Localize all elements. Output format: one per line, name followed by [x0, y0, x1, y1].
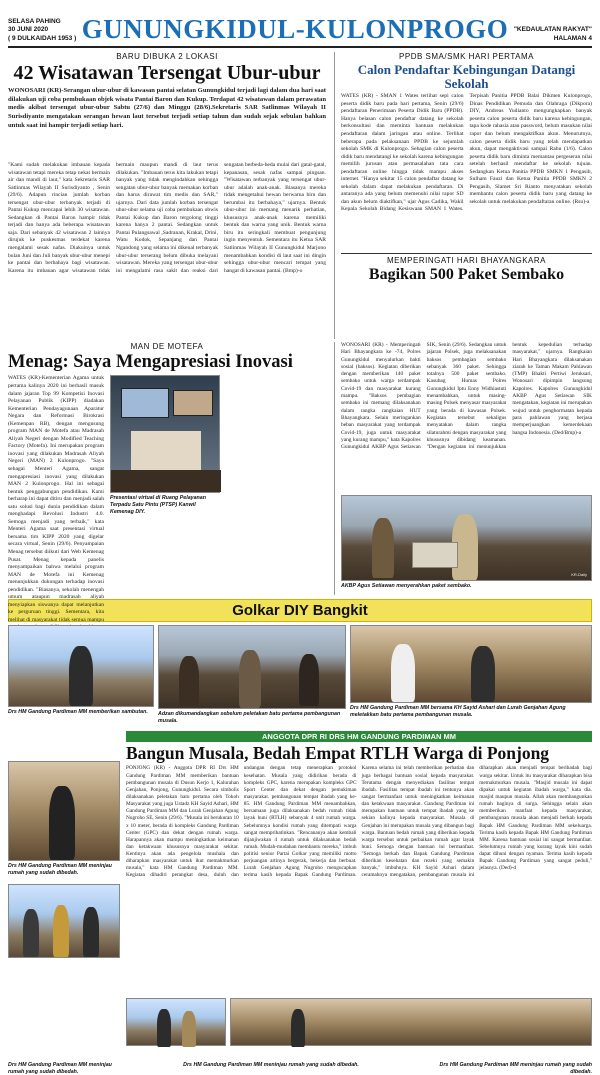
golkar-banner: Golkar DIY Bangkit	[8, 599, 592, 622]
article-sembako	[334, 342, 592, 595]
photo-caption: Presentasi virtual di Ruang Pelayanan Terpadu Satu Pintu (PTSP) Kanwil Kemenag DIY.	[110, 495, 206, 515]
article-body-right	[226, 375, 326, 595]
bottom-captions	[8, 1062, 592, 1075]
caption: Adzan dikumandangkan sebelum peletakan batu pertama pembangunan musala.	[158, 711, 341, 724]
date-line-1: SELASA PAHING	[8, 17, 61, 25]
article-jellyfish	[8, 52, 326, 339]
green-subbar: ANGGOTA DPR RI DRS HM GANDUNG PARDIMAN MM	[126, 731, 592, 742]
golkar-article	[8, 731, 592, 1061]
kicker: BARU DIBUKA 2 LOKASI	[116, 52, 218, 61]
caption: Drs HM Gandung Pardiman MM meninjau rumah yang sudah dibedah.	[439, 1062, 592, 1075]
photo-house-4	[230, 998, 592, 1046]
caption: Drs HM Gandung Pardiman MM memberikan sambutan.	[8, 709, 148, 715]
headline: Bangun Musala, Bedah Empat RTLH Warga di Ponjong	[126, 743, 550, 763]
photo-first-stone	[350, 625, 592, 703]
caption: Drs HM Gandung Pardiman MM meninjau rumah yang sudah dibedah.	[183, 1062, 359, 1068]
page-title: GUNUNGKIDUL-KULONPROGO	[81, 14, 509, 44]
photo-house-2	[8, 884, 120, 958]
kicker: MEMPERINGATI HARI BHAYANGKARA	[387, 256, 546, 266]
masthead	[8, 6, 592, 48]
page-number: HALAMAN 4	[553, 34, 592, 42]
article-body: WATES (KR)-Kementerian Agama untuk pertama kalinya 2020 ini berhasil masuk dalam jajaran Top 99 Kompetisi Inovasi Pelayanan Publik (KIPP) diadakan Kementerian Pendayagunaan Aparatur Negara dan Reformasi Birokrasi (Kemenpan RB), dengan mengusung program MAN de Motefa atau Madrasah Aliyah Negeri dengan Modified Teaching Factory (Motefa). Ini merupakan program inovasi yang dilakukan Madrasah Aliyah Negeri (MAN) 2 Kulonprogo. "Saya sebagai Menteri Agama, sangat mengapresiasi inovasi yang dilakukan MAN 2 Kulonprogo. Hal ini sebagai bentuk penggabungan pendidikan. Kami berharap ini dapat ditiru dan menjadi salah satu solusi bagi dunia pendidikan dalam menghadapi Revolusi Industri 4.0. Semoga menjadi yang terbaik," kata Menteri Agama saat presentasi virtual bersama tim KIPP 2020 yang digelar secara virtual, Senin (29/6). Penyampaian Menag tersebut diikuti dari Web Kemenag Pusat. Menag kepada panelis menyampaikan bahwa melalui program MAN de Motefa ini Kemenag menunjukkan dukungan terhadap inovasi pendidikan. "Biasanya, sekolah menengah umum ataupun madrasah aliyah menyiapkan siswanya dapat melanjutkan ke perguruan tinggi. Sementara, kita melihat di masyarakat tidak semua mampu	[8, 375, 104, 623]
page-info	[514, 26, 592, 43]
photo-credit: KR-Daily	[571, 572, 587, 577]
photo-caption: AKBP Agus Setiawan menyerahkan paket sembako.	[341, 583, 472, 589]
date-line-2: 30 JUNI 2020	[8, 26, 49, 34]
golkar-photo-row	[8, 625, 592, 729]
bottom-photos	[126, 998, 592, 1046]
photo-sembako	[341, 495, 592, 581]
headline: 42 Wisatawan Tersengat Ubur-ubur	[13, 62, 321, 84]
golkar-left-photos	[8, 731, 120, 1061]
article-body: WATES (KR) - SMAN 1 Wates terlihat sepi calon peserta didik baru pada hari pertama, Senin (29/6) pendaftaran Penerimaan Peserta Didik Baru (PPDB). Hanya belasan calon pendaftar datang ke sekolah berkonsultasi dan meminta bantuan melakukan pendaftaran dalam jaringan atau online. Terlihat beberapa pada pelaksanaan PPDB ke sejumlah sekolah SMK di Kulonprogo. Sebagian calon peserta didik baru mendatangi ke sekolah karena kebingungan memilih jurusan atau permasalahan tata cara pendaftaran online hingga tidak mampu akses internet. "Hanya sekitar 15 calon pendaftar datang ke sekolah dalam dapat melakukan pendaftaran. Di antaranya ada yang belum memenuhi nilai rapor SD dan akun belum diaktifkan," ujar Agus Cadika, Wakil Kepala Sekolah Bidang Kesiswaan SMAN 1 Wates. Terpisah Panitia PPDB Balai Dikmen Kulonprogo, Dinas Pendidikan Pemuda dan Olahraga (Dikpora) DIY, Andreas Yudianto mengungkapkan banyak peserta calon peserta didik baru karena kebingungan, tapa kode rahasia atau password, belum masukan nilai rapor dan belum mengaktifkan akun. Menurutnya, calon peserta didik baru yang telah mendapatkan akun, dapat mengaktivasi sampai Rabu (1/6). Calon peserta didik baru diminta memantau pergeseran nilai setelah berhasil mendaftar ke sekolah tujuan. Sedangkan Ketua Panitia PPDB SMKN 1 Pengasih, Sulham Fauzi dan Ketua Panitia PPDB SMKN 2 Pengasih, Slamet Sri Rianto menyatakan sekolah membantu calon peserta didik baru yang datang ke sekolah untuk melakukan pendaftaran online. (Rsu)-a	[341, 93, 592, 213]
caption: Drs HM Gandung Pardiman MM meninjau rumah yang sudah dibedah.	[8, 1062, 112, 1075]
headline: Menag: Saya Mengapresiasi Inovasi	[8, 352, 293, 372]
kicker: PPDB SMA/SMK HARI PERTAMA	[399, 52, 534, 61]
date-line-3: ( 9 DULKAIDAH 1953 )	[8, 34, 77, 42]
date-block	[8, 18, 76, 43]
photo-house-3	[126, 998, 226, 1046]
photo-adzan	[158, 625, 346, 709]
article-body: WONOSARI (KR) - Memperingati Hari Bhayangkara ke -74, Polres Gunungkidul menyalurkan bakti sosial (baksos). Kegiatan diberikan dengan memberikan 140 paket sembako untuk warga terdampak Covid-19 dan masyarakat kurang mampu. "Baksos pembagian sembako ini memang dilaksanakan dalam rangka rangkaian HUT Bhayangkara. Selain meringankan beban masyarakat yang terdampak Covid-19, juga untuk masyarakat yang kurang mampu," kata Kapolres Gunungkidul AKBP Agus Setiawan SIK, Senin (29/6). Sedangkan untuk jajaran Polsek, juga melaksanakan baksos pembagian sembako sebanyak 360 paket. Sehingga totalnya 500 paket sembako. Kasubag Humas Polres Gunungkidul Iptu Enny Widhiastuti menambahkan, untuk masing-masing Polsek menyasar masyarakat yang berada di kawasan Polsek. Kegiatan tersebut sekaligus menyatakan dalam rangka silaturahmi dengan masyarakat yang khususnya dibidang keamanan. "Dengan kegiatan ini menunjukkan bentuk kepedulian terhadap masyarakat," ujarnya. Rangkaian Hari Bhayangkara dilaksanakan ziarah ke Taman Makam Pahlawan (TMP) Bhakti Pertiwi Jeruksari, Wonosari dipimpin langsung Kapolres. Kapolres Gunungkidul AKBP Agus Setiawan SIK mengatakan, kegiatan ini merupakan wujud untuk penghormatan kepada para pahlawan yang berjasa memperjuangkan kemerdekaan bangsa Indonesia. (Ded/Bmp)-a	[341, 342, 592, 451]
article-body-left	[8, 375, 104, 623]
headline: Bagikan 500 Paket Sembako	[368, 266, 565, 284]
photo-virtual-presentation	[110, 375, 220, 493]
kicker: MAN DE MOTEFA	[130, 342, 204, 351]
photo-speech	[8, 625, 154, 707]
caption: Drs HM Gandung Pardiman MM meninjau rumah yang sudah dibedah.	[8, 863, 112, 876]
article-body: "Kami sudah melakukan imbauan kepada wisatawan tetapi mereka tetap nekat bermain air dan mandi di laut," kata Sekretaris SAR Satlinmas Wilayah II Surisdiyanto , Senin (29/6). Adapun rincian jumlah korban tersengat ubur-ubur terbanyak terjadi di Pantai Kukup mencapai lebih 30 wisatawan. Sedangkan di Pantai Baron hampir tidak terjadi dan hanya ada beberapa wisatawan saja. Dari sebanyak 42 wisatawan 2 lainnya dirujuk ke puskesmas terdekat karena mengalami sesak nafas. Diakuinya untuk bulan Juni dan Juli banyak ubur-ubur menepi ke pantai dan berbahaya bagi wisatawan. Karena itu imbauan agar wisatawan tidak bermain maupun mandi di laut terus dilakukan. "Imbauan terus kita lakukan tetapi banyak yang tidak mengindahkan sehingga sengatan ubur-ubur banyak memakan korban dan harus dirawat tim medis dan SAR," ujarnya. Dari data jumlah korban tersengat ubur-ubur selama uji coba pembukaan obwis Pantai Kukup dan Baron tergolong tinggi karena hanya 2 pantai. Sedangkan untuk Pantai Pulangsawal ,Sadranan, Krakal, Drini, Watu Kodok, Sepanjang dan Pantai Ngandong yang selama ini dikenal terbanyak ubur-ubur terserang belum dibuka melayani wisatawan. Mereka yang tersengat ubur-ubur ini mengalami rasa sakit dan reaksi dari sengatan berbeda-beda mulai dari gatal-gatal, kepanasan, sesak nafas sampai pingsan. "Wisatawan terbanyak yang tersengat ubur-ubur adalah anak-anak. Biasanya mereka tidak mengetahui hewan berwarna biru dan berumbai itu berbahaya," ujarnya. Bentuk ubur-ubur ini memang menarik perhatian, khususnya anak-anak karena memiliki bentuk dan warna yang unik. Bentuk warna biru itu seringkali membuat pengunjung ingin menyentuh. Sementara itu Ketua SAR Satlinmas Wilayah II Gunungkidul Marjono menambahkan kondisi di laut saat ini dingin sehingga ubur-ubur mencari tempat yang hangat di kawasan pantai. (Bmp)-o	[8, 162, 326, 274]
article-body: PONJONG (KR) - Anggota DPR RI Drs HM Gandung Pardiman MM memberikan bantuan pembangunan musala di Dusun Kerjo 1, Kalurahan Genjahan, Ponjong, Gunungkidul. Secara simbolis dilaksanakan peletakan batu pertama oleh Tokoh Masyarakat yang juga Ustadz KH Sayid Ashari, HM Gandung Pardiman MM dan Lurah Genjahan Agung Nugroho SE, Senin (29/6). "Musala ini berukuran 10 x 10 meter, berada di kompleks Gandung Pardiman Center (GPC) dan dekat dengan rumah warga. Harapannya akan mampu meningkatkan keimanan dan ketakwaan khususnya masyarakat sekitar. Kentinya akan ada pengelola mushala dan diharapkan masyarakat untuk ikut memakmurkan musala," kata HM Gandung Pardiman MM. Kegiatan dihadiri perangkat desa, duluh dan undangan dengan tetap menerapkan protokol kesehatan. Musala yang didirikan berada di kompleks GPC, karena merupakan kompleks GPC Sport Center dan dekat dengan pemukiman masyarakat. pembangunan tempat ibadah yang ke-85. HM Gandung Pardiman MM menambahkan, bersamaan juga dilaksanakan bedah rumah tidak layak huni (RTLH) sebanyak 4 unit rumah warga. Sebelumnya kondisi rumah yang ditempati warga sangat memprihatinkan. "Rencananya akan kembali dijanjiwakan 4 rumah untuk dilaksanakan bedah rumah. Mudah-mudahan membantu mereka," imbuh politisi senior Partai Golkar yang memiliki motto perjuangan artinya bergerak, bekerja dan berbuat. Lurah Genjahan Agung Nugroho mengucapkan terima kasih kepada Bapak Gandung Pardiman. Karena selama ini telah memberikan perhatian dan juga berbagai bantuan sosial kepada masyarakat. Terutama dengan menyediakan fasilitas tempat ibadah. Fasilitas tempat ibadah ini tentunya akan sangat bermanfaat untuk meningkatkan keimanan dan ketakwaan masyarakat. Gandung Pardiman ini merupakan bantuan untuk tempat ibadah yang ke sekian kalinya kepada masyarakat. Musala di Genjahan ini merupakan musala yang dibangun bagi warga. Bantuan bedah rumah yang diberikan kepada warga tersebut untuk perbaikan rumah agar layak huni. Semoga dengan bantuan ini bermanfaat. "Semoga berkah dan Bapak Gandung Pardiman diberikan kesehatan dan rezeki yang semakin banyak," imbuhnya. KH Sayid Ashari dalam ceramahnya mengatakan, pembangunan musala ini diharapkan akan menjadi tempat beribadah bagi warga sekitar. Untuk itu masyarakat diharapkan bisa memakmurkan musala. "Masjid musala ini dapat dipakai untuk kegiatan ibadah warga," kata dia. masjid maupun musala. Allah akan membangunkan rumah baginya di surga. Sehingga selain akan memberikan manfaat kepada masyarakat, pembangunan musala akan menjadi berkah kepada Bapak HM Gandung Pardiman MM sekeluarga. Terima kasih kepada Bapak HM Gandung Pardiman MM. Karena bantuan sosial ini sangat bermanfaat. Sebelumnya rumah yang kurang layak kini sudah dapat dihuni dengan nyaman. Terima kasih kepada Bapak Gandung Pardiman yang sangat peduli," jelasnya. (Ded)-d	[126, 765, 592, 879]
top-section	[8, 52, 592, 339]
paper-name: "KEDAULATAN RAKYAT"	[513, 26, 592, 34]
caption: Drs HM Gandung Pardiman MM bersama KH Sayid Ashari dan Lurah Genjahan Agung meletakkan batu pertama pembangunan musala.	[350, 705, 566, 718]
article-ppdb	[334, 52, 592, 339]
lead-paragraph: WONOSARI (KR)-Serangan ubur-ubur di kawasan pantai selatan Gunungkidul terjadi lagi dalam dua hari saat dilakukan uji coba pembukaan objek wisata Pantai Baron dan Kukup. Terdapat 42 wisatawan dalam perawatan medis akibat tersengat ubur-ubur Sabtu (27/6) dan Minggu (28/6).Sekretaris SAR Satlinmas Wilayah II Surisdiyanto mengatakan serangan hewan laut tersebut terjadi setiap tahun dan sudah sejak sebulan bahkan untuk saat ini hampir terjadi setiap hari.	[8, 87, 326, 129]
headline: Calon Pendaftar Kebingungan Datangi Sekolah	[357, 62, 576, 91]
photo-house-1	[8, 761, 120, 861]
